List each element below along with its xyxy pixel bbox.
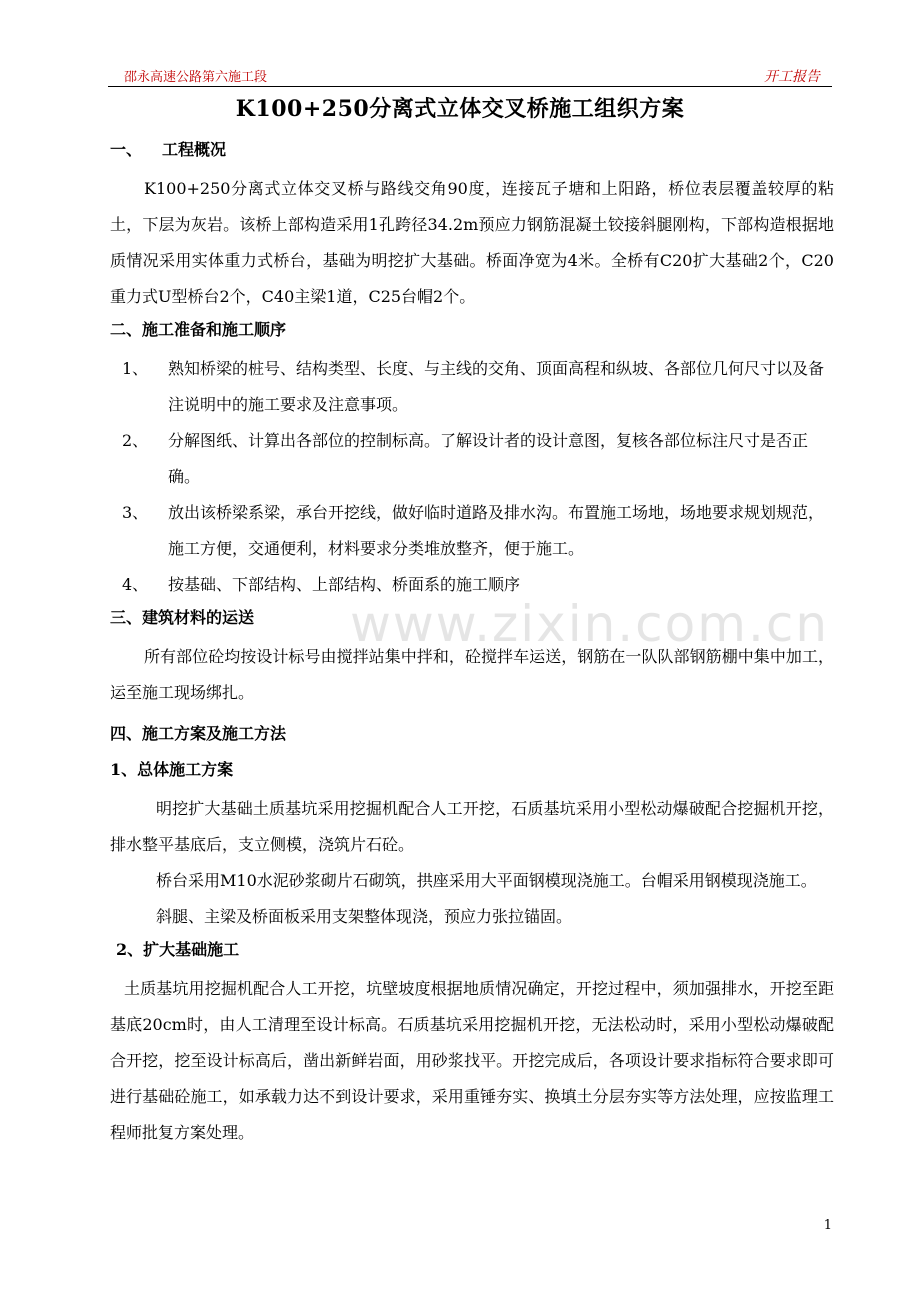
subsection-2-heading: 2、扩大基础施工 bbox=[116, 940, 240, 959]
section-2-heading: 二、施工准备和施工顺序 bbox=[110, 320, 287, 339]
subsection-1-paragraph-1: 明挖扩大基础土质基坑采用挖掘机配合人工开挖，石质基坑采用小型松动爆破配合挖掘机开挖，排水整平基底后，支立侧模，浇筑片石砼。 bbox=[110, 799, 834, 854]
list-item-text: 放出该桥梁系梁，承台开挖线，做好临时道路及排水沟。布置施工场地，场地要求规划规范，施工方便，交通便利，材料要求分类堆放整齐，便于施工。 bbox=[168, 503, 825, 558]
list-item-text: 按基础、下部结构、上部结构、桥面系的施工顺序 bbox=[168, 575, 521, 594]
subsection-2-paragraph: 土质基坑用挖掘机配合人工开挖，坑壁坡度根据地质情况确定，开挖过程中，须加强排水，开挖至距基底20cm时，由人工清理至设计标高。石质基坑采用挖掘机开挖，无法松动时，采用小型松动爆破配合开挖，挖至设计标高后，凿出新鲜岩面，用砂浆找平。开挖完成后，各项设计要求指标符合要求即可进行基础砼施工，如承载力达不到设计要求，采用重锤夯实、换填土分层夯实等方法处理，应按监理工程师批复方案处理。 bbox=[110, 979, 834, 1142]
section-1-paragraph: K100+250分离式立体交叉桥与路线交角90度，连接瓦子塘和上阳路，桥位表层覆盖较厚的粘土，下层为灰岩。该桥上部构造采用1孔跨径34.2m预应力钢筋混凝土铰接斜腿刚构，下部构造根据地质情况采用实体重力式桥台，基础为明挖扩大基础。桥面净宽为4米。全桥有C20扩大基础2个，C20重力式U型桥台2个，C40主梁1道，C25台帽2个。 bbox=[110, 179, 834, 306]
watermark: www.zixin.com.cn bbox=[350, 595, 830, 653]
section-4-heading: 四、施工方案及施工方法 bbox=[110, 724, 287, 743]
header-left-text: 邵永高速公路第六施工段 bbox=[124, 70, 268, 85]
subsection-1-heading: 1、总体施工方案 bbox=[110, 760, 234, 779]
section-1-heading bbox=[110, 135, 834, 171]
header-right-text: 开工报告 bbox=[764, 69, 820, 85]
list-item-number: 3、 bbox=[122, 503, 149, 522]
page-number: 1 bbox=[823, 1218, 832, 1233]
section-1-number: 一、 bbox=[110, 140, 143, 159]
list-item-number: 2、 bbox=[122, 431, 149, 450]
section-3-heading: 三、建筑材料的运送 bbox=[110, 608, 255, 627]
list-item-text: 熟知桥梁的桩号、结构类型、长度、与主线的交角、顶面高程和纵坡、各部位几何尺寸以及备注说明中的施工要求及注意事项。 bbox=[168, 359, 825, 414]
subsection-1-paragraph-3: 斜腿、主梁及桥面板采用支架整体现浇，预应力张拉锚固。 bbox=[156, 907, 573, 926]
list-item bbox=[110, 423, 834, 495]
document-title: K100+250分离式立体交叉桥施工组织方案 bbox=[235, 96, 685, 122]
list-item bbox=[110, 495, 834, 567]
spacer bbox=[110, 711, 834, 719]
list-item-number: 1、 bbox=[122, 359, 149, 378]
list-item bbox=[110, 351, 834, 423]
list-item-number: 4、 bbox=[122, 575, 149, 594]
section-1-title: 工程概况 bbox=[162, 140, 227, 159]
subsection-1-paragraph-2: 桥台采用M10水泥砂浆砌片石砌筑，拱座采用大平面钢模现浇施工。台帽采用钢模现浇施工。 bbox=[156, 871, 817, 890]
section-3-paragraph: 所有部位砼均按设计标号由搅拌站集中拌和，砼搅拌车运送，钢筋在一队队部钢筋棚中集中加工，运至施工现场绑扎。 bbox=[110, 647, 834, 702]
header-rule bbox=[108, 86, 832, 87]
list-item-text: 分解图纸、计算出各部位的控制标高。了解设计者的设计意图，复核各部位标注尺寸是否正确。 bbox=[168, 431, 809, 486]
